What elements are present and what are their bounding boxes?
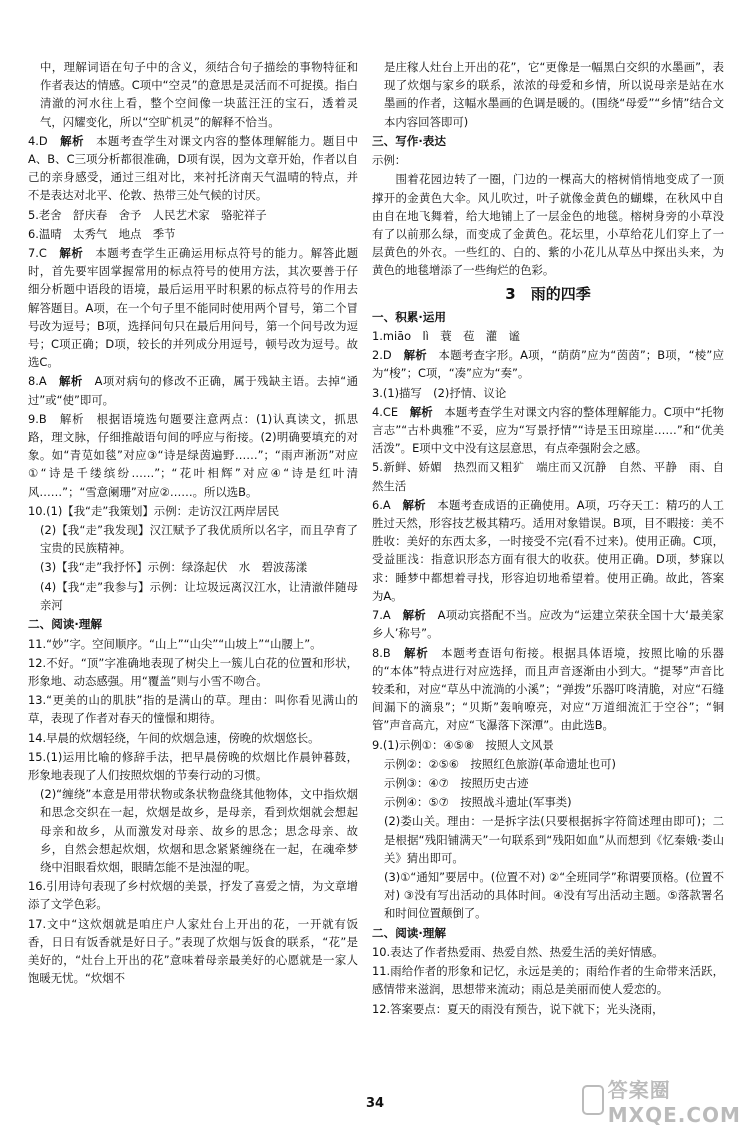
item-number: 6.: [28, 226, 39, 241]
answer-text: 本题考查字形。A项，“荫荫”应为“茵茵”；B项，“棱”应为“梭”；C项，“凑”应为“奏”。: [372, 348, 724, 381]
item-number: 1.: [372, 329, 383, 344]
answer-text: 示例③：④⑦ 按照历史古迹: [384, 775, 529, 790]
answer-item: [372, 755, 724, 773]
answer-item: [28, 558, 358, 576]
answer-item: [372, 151, 724, 169]
item-number: 7.: [372, 608, 383, 623]
answer-text: (1)描写 (2)抒情、议论: [382, 385, 507, 400]
item-number: 9.: [28, 411, 39, 426]
answer-item: [372, 170, 724, 279]
answer-text: 示例④：⑤⑦ 按照战斗遗址(军事类): [384, 795, 572, 810]
analysis-label: 解析: [402, 497, 426, 512]
answer-text: 本题考查学生正确运用标点符号的能力。解答此题时，首先要牢固掌握常用的标点符号的使用方法，其次要善于仔细分析题中语段的语境，最后运用平时积累的标点符号的作用去解答题目。A项，在一个句子里不能同时使用两个冒号，第二个冒号改为逗号；B项，选择问句只在最后用问号，第一个问号改为逗号；C项正确；D项，较长的并列成分用逗号，顿号改为逗号。故选C。: [28, 246, 358, 370]
answer-item: [372, 868, 724, 923]
answer-letter: B: [382, 645, 391, 660]
analysis-label: 解析: [59, 374, 83, 389]
analysis-label: 解析: [403, 348, 427, 363]
answer-item: [28, 691, 358, 727]
item-number: 14.: [28, 730, 47, 745]
answer-item: [28, 521, 358, 557]
answer-item: [28, 578, 358, 614]
answer-text: B 解析 根据语境选句题要注意两点：(1)认真读文，抓思路，理文脉，仔细推敲语句间的呼应与衔接。(2)明确要填充的对象。如“青苋如毯”对应③“诗是绿茵遍野……”；“雨声淅沥”对应①“诗是千缕缤纷……”；“花叶相辉”对应④“诗是红叶清风……”；“雪意阑珊”对应②……。所以选B。: [28, 411, 358, 499]
item-number: 10.: [372, 944, 391, 959]
answer-item: [372, 736, 724, 754]
answer-item: [372, 793, 724, 811]
section-heading: 二、阅读·理解: [28, 617, 102, 632]
section-heading: 二、阅读·理解: [372, 925, 446, 940]
answer-item: [372, 1000, 724, 1018]
item-number: 15.: [28, 749, 47, 764]
answer-letter: C: [38, 246, 47, 261]
answer-text: (1)示例①：④⑤⑧ 按照人文风景: [382, 737, 554, 752]
answer-item: [28, 748, 358, 784]
answer-text: 引用诗句表现了乡村炊烟的美景，抒发了喜爱之情，为文章增添了文学色彩。: [28, 879, 358, 912]
answer-text: “妙”字。空间顺序。“山上”“山尖”“山坡上”“山腰上”。: [46, 636, 322, 651]
answer-text: 本题考查语句衔接。根据具体语境，按照比喻的乐器的“本体”特点进行对应选择，而且声音逐渐由小到大。“提琴”声音比较柔和，对应“草丛中流淌的小溪”；“弹拨”乐器叮咚清脆，对应“石缝间漏下的滴泉”；“贝斯”轰响嘹亮，对应“万道细流汇于空谷”；“铜管”声音高亢，对应“飞瀑落下深潭”。由此选B。: [372, 645, 724, 733]
answer-item: [28, 132, 358, 205]
section-heading: 一、积累·运用: [372, 309, 446, 324]
analysis-label: 解析: [59, 246, 84, 261]
answer-letter: A: [38, 374, 47, 389]
watermark-seal-icon: [582, 1085, 604, 1115]
answer-item: [372, 644, 724, 735]
page-number: 34: [365, 1096, 385, 1111]
item-number: 11.: [372, 964, 391, 979]
item-number: 17.: [28, 916, 47, 931]
answer-item: [372, 403, 724, 458]
answer-item: [372, 812, 724, 867]
item-number: 7.: [28, 246, 39, 261]
item-number: 11.: [28, 636, 47, 651]
item-number: 13.: [28, 693, 47, 708]
watermark: [582, 1077, 742, 1127]
answer-text: 本题考查学生对课文内容的整体理解能力。题目中A、B、C三项分析都很准确，D项有误，因为文章开始，作者以自己的亲身感受，通过三组对比，来衬托济南天气温晴的特点，并不是表达对北平、伦敦、热带三处气候的讨厌。: [28, 133, 358, 203]
answer-text: 示例②：②⑤⑥ 按照红色旅游(革命遗址也可): [384, 756, 616, 771]
lesson-title: 3 雨的四季: [505, 284, 591, 303]
answer-item: [28, 244, 358, 371]
answer-letter: D: [382, 348, 392, 363]
answer-text: (3)①“通知”要居中。(位置不对) ②“全班同学”称谓要顶格。(位置不对) ③没有写出活动的具体时间。④没有写出活动主题。⑤落款署名和时间位置颠倒了。: [384, 869, 724, 921]
answer-item: [372, 58, 724, 131]
answer-item: [372, 458, 724, 494]
answer-text: 温晴 太秀气 地点 季节: [38, 226, 176, 241]
item-number: 5.: [372, 460, 383, 475]
answer-text: (1)运用比喻的修辞手法，把早晨傍晚的炊烟比作晨钟暮鼓，形象地表现了人们按照炊烟的节奏行动的习惯。: [28, 749, 358, 782]
answer-item: [372, 346, 724, 382]
answer-item: [28, 915, 358, 988]
answer-item: [372, 327, 724, 345]
answer-item: [28, 877, 358, 913]
answer-text: 雨给作者的形象和记忆，永远是美的；雨给作者的生命带来活跃，感情带来滋润，思想带来流动；雨总是美丽而使人爱恋的。: [372, 964, 724, 997]
answer-text: miāo lì 蓑 苞 灌 谧: [382, 329, 520, 344]
answer-item: [372, 943, 724, 961]
answer-text: “更美的山的肌肤”指的是满山的草。理由：叫你看见满山的草，表现了作者对春天的憧憬和期待。: [28, 693, 358, 726]
answer-letter: CE: [382, 404, 399, 419]
analysis-label: 解析: [402, 608, 426, 623]
answer-text: 文中“这炊烟就是咱庄户人家灶台上开出的花，一开就有饭香，日日有饭香就是好日子。”表现了炊烟与饭食的联系，“花”是美好的，“灶台上开出的花”意味着母亲最美好的心愿就是一家人饱暖无忧。“炊烟不: [28, 916, 358, 986]
answer-text: 本题考查学生对课文内容的整体理解能力。C项中“托物言志”“古朴典雅”不妥，应为“写景抒情”“诗是玉田琼崖……”和“优美活泼”。E项中文中没有这层意思，有点牵强附会之感。: [372, 404, 724, 456]
answer-item: [28, 635, 358, 653]
answer-text: 答案要点：夏天的雨没有预告，说下就下；光头浇雨，: [390, 1001, 664, 1016]
item-number: 6.: [372, 497, 383, 512]
item-number: 10.: [28, 503, 47, 518]
answer-item: [28, 58, 358, 131]
section-heading: 三、写作·表达: [372, 133, 446, 148]
answer-item: [372, 496, 724, 605]
answer-text: (4)【我“走”我参与】示例：让垃圾远离汉江水，让清澈伴随母亲河: [40, 579, 358, 612]
answer-text: 表达了作者热爱雨、热爱自然、热爱生活的美好情感。: [390, 944, 664, 959]
answer-text: (2)【我“走”我发现】汉江赋予了我优质所以名字，而且孕育了宝贵的民族精神。: [40, 523, 358, 556]
answer-item: [372, 962, 724, 998]
item-number: 9.: [372, 737, 383, 752]
analysis-label: 解析: [404, 645, 429, 660]
answer-text: 早晨的炊烟轻绕，午间的炊烟急速，傍晚的炊烟悠长。: [46, 730, 320, 745]
answer-text: 老舍 舒庆春 舍予 人民艺术家 骆驼祥子: [38, 207, 267, 222]
answer-item: [28, 654, 358, 690]
answer-text: (3)【我“走”我抒怀】示例：绿涤起伏 水 碧波荡漾: [40, 560, 308, 575]
item-number: 12.: [28, 655, 47, 670]
answer-item: [372, 606, 724, 642]
analysis-label: 解析: [60, 133, 85, 148]
left-column: [28, 58, 358, 988]
answer-text: (1)【我“走”我策划】示例：走访汉江两岸居民: [46, 503, 280, 518]
item-number: 2.: [372, 348, 383, 363]
answer-text: 中，理解词语在句子中的含义，须结合句子描绘的事物特征和作者表达的情感。C项中“空灵”的意思是灵活而不可捉摸。指白清澈的河水往上看，整个空间像一块蓝汪汪的宝石，透着灵气，闪耀变化，所以“空旷机灵”的解释不恰当。: [40, 60, 358, 129]
answer-text: 不好。“顶”字准确地表现了树尖上一簇儿白花的位置和形状，形象地、动态感强。用“覆盖”则与小雪不吻合。: [28, 655, 358, 688]
item-number: 12.: [372, 1001, 391, 1016]
answer-letter: A: [382, 608, 391, 623]
item-number: 3.: [372, 385, 383, 400]
answer-letter: A: [382, 497, 391, 512]
answer-item: [28, 410, 358, 501]
answer-item: [28, 206, 358, 224]
answer-item: [28, 729, 358, 747]
item-number: 5.: [28, 207, 39, 222]
item-number: 4.: [372, 404, 383, 419]
watermark-text: 答案圈MXQE.COM: [607, 1077, 741, 1127]
answer-text: (2)“缠绕”本意是用带状物或条状物盘绕其他物体，文中指炊烟和思念交织在一起，炊烟是故乡，是母亲，看到炊烟就会想起母亲和故乡，从而激发对母亲、故乡的思念；思念母亲、故乡，自然会想起炊烟，炊烟和思念紧紧缠绕在一起，在魂牵梦绕中泪眼看炊烟，眼睛怎能不是浊湿的呢。: [40, 787, 358, 874]
answer-item: [372, 384, 724, 402]
answer-text: A项对病句的修改不正确，属于残缺主语。去掉“通过”或“使”即可。: [28, 374, 358, 407]
answer-item: [372, 774, 724, 792]
right-column: [372, 58, 724, 1019]
answer-text: 本题考查成语的正确使用。A项，巧夺天工：精巧的人工胜过天然，形容技艺极其精巧。适用对象错误。B项，目不暇接：美不胜收：美好的东西太多，一时接受不完(看不过来)。使用正确。C项，受益匪浅：指意识形态方面有很大的收获。使用正确。D项，梦寐以求：睡梦中都想着寻找，形容迫切地希望着。使用正确。故此，答案为A。: [372, 497, 724, 603]
answer-text: 示例：: [372, 153, 407, 168]
answer-text: 围着花园边转了一圈，门边的一棵高大的榕树悄悄地变成了一顶撑开的金黄色大伞。风儿吹过，叶子就像金黄色的蝴蝶，在秋风中自由自在地飞舞着，给大地铺上了一层金色的地毯。榕树身旁的小草没有了以前那么绿，而变成了金黄色。花坛里，小草给花儿们穿上了一层黄色的外衣。一些红的、白的、紫的小花儿从草丛中探出头来，为黄色的地毯增添了一些绚烂的色彩。: [372, 172, 724, 278]
answer-item: [28, 502, 358, 520]
item-number: 4.: [28, 133, 39, 148]
item-number: 8.: [28, 374, 39, 389]
item-number: 8.: [372, 645, 383, 660]
answer-item: [28, 225, 358, 243]
answer-text: 新鲜、娇媚 热烈而又粗犷 端庄而又沉静 自然、平静 雨、自然生活: [372, 460, 724, 493]
answer-item: [28, 372, 358, 408]
answer-text: 是庄稼人灶台上开出的花”，它“更像是一幅黑白交织的水墨画”，表现了炊烟与家乡的联系，浓浓的母爱和乡情，所以说母亲是站在水墨画的作者，这幅水墨画的色调是暖的。(围绕“母爱”“乡情”结合文本内容回答即可): [384, 60, 724, 129]
analysis-label: 解析: [409, 404, 433, 419]
answer-text: (2)娄山关。理由：一是拆字法(只要根据拆字符简述理由即可)；二是根据“残阳铺满天”一句联系到“残阳如血”从而想到《忆秦娥·娄山关》猜出即可。: [384, 814, 724, 865]
item-number: 16.: [28, 879, 47, 894]
answer-item: [28, 785, 358, 876]
answer-text: A项动宾搭配不当。应改为“运建立荣获全国十大‘最美家乡人’称号”。: [372, 608, 724, 641]
answer-letter: D: [38, 133, 48, 148]
